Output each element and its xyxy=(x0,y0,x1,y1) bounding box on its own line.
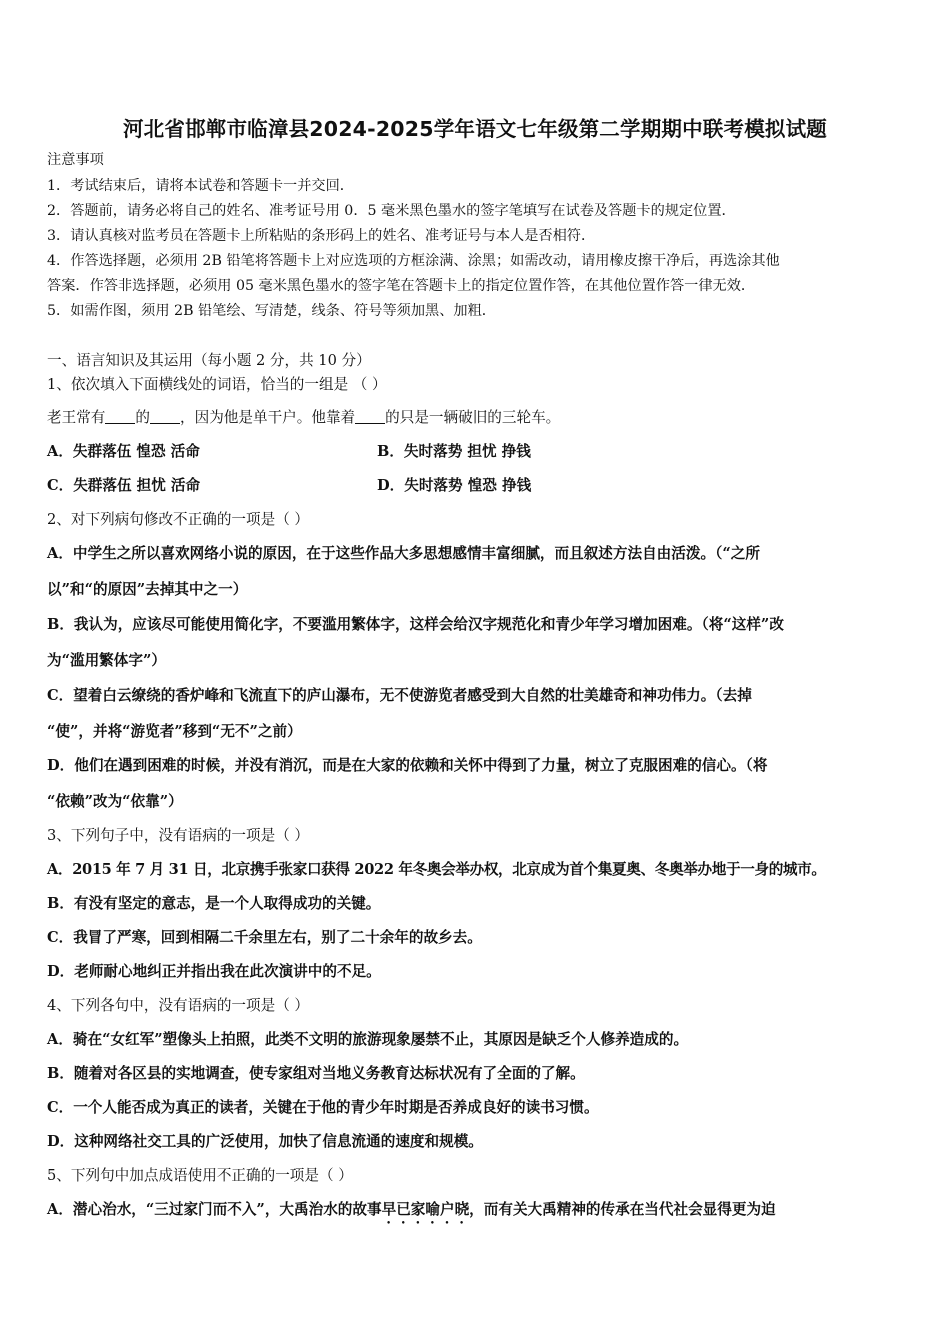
option-a-text: A．潜心治水，“三过家门而不入”，大禹治水的故事 xyxy=(47,1201,382,1218)
question-2-stem: 2、对下列病句修改不正确的一项是（ ） xyxy=(47,511,310,528)
option-d: D．老师耐心地纠正并指出我在此次演讲中的不足。 xyxy=(47,963,381,980)
sentence-part: ，因为他是单干户。他靠着 xyxy=(180,409,356,426)
section-heading: 一、语言知识及其运用（每小题 2 分，共 10 分） xyxy=(47,352,371,369)
option-c: C．失群落伍 担忧 活命 xyxy=(47,477,201,494)
notice-item: 2．答题前，请务必将自己的姓名、准考证号用 0．5 毫米黑色墨水的签字笔填写在试卷及答题卡的规定位置． xyxy=(47,203,736,219)
option-a: A．失群落伍 惶恐 活命 xyxy=(47,443,200,460)
sentence-part: 老王常有 xyxy=(47,409,106,426)
question-5-stem: 5、下列句中加点成语使用不正确的一项是（ ） xyxy=(47,1167,353,1184)
dotted-idiom: 早已家喻户晓 xyxy=(381,1201,470,1218)
option-b: B．有没有坚定的意志，是一个人取得成功的关键。 xyxy=(47,895,381,912)
notice-item: 3．请认真核对监考员在答题卡上所粘贴的条形码上的姓名、准考证号与本人是否相符． xyxy=(47,228,596,244)
option-a xyxy=(47,1200,776,1227)
question-1-sentence xyxy=(47,408,560,428)
sentence-part: 的只是一辆破旧的三轮车。 xyxy=(385,409,561,426)
option-a: A．2015 年 7 月 31 日，北京携手张家口获得 2022 年冬奥会举办权，北京成为首个集夏奥、冬奥举办地于一身的城市。 xyxy=(47,861,826,878)
option-d: D．这种网络社交工具的广泛使用，加快了信息流通的速度和规模。 xyxy=(47,1133,483,1150)
notice-item: 1．考试结束后，请将本试卷和答题卡一并交回． xyxy=(47,178,354,194)
question-3-stem: 3、下列句子中，没有语病的一项是（ ） xyxy=(47,827,310,844)
notice-heading: 注意事项 xyxy=(47,152,104,168)
option-d: D．他们在遇到困难的时候，并没有消沉，而是在大家的依赖和关怀中得到了力量，树立了克服困难的信心。（将 xyxy=(47,757,768,774)
option-d-cont: “依赖”改为“依靠”） xyxy=(47,793,183,810)
option-c-cont: “使”，并将“游览者”移到“无不”之前） xyxy=(47,723,302,740)
option-b: B．我认为，应该尽可能使用简化字，不要滥用繁体字，这样会给汉字规范化和青少年学习增加困难。（将“这样”改 xyxy=(47,616,784,633)
notice-item: 5．如需作图，须用 2B 铅笔绘、写清楚，线条、符号等须加黑、加粗． xyxy=(47,303,496,319)
fill-blank xyxy=(105,409,135,424)
question-1-stem: 1、依次填入下面横线处的词语，恰当的一组是 （ ） xyxy=(47,376,387,393)
option-c: C．我冒了严寒，回到相隔二千余里左右，别了二十余年的故乡去。 xyxy=(47,929,482,946)
sentence-part: 的 xyxy=(135,409,150,426)
notice-item: 答案．作答非选择题，必须用 05 毫米黑色墨水的签字笔在答题卡上的指定位置作答，在其他位置作答一律无效． xyxy=(47,278,756,294)
notice-item: 4．作答选择题，必须用 2B 铅笔将答题卡上对应选项的方框涂满、涂黑；如需改动，请用橡皮擦干净后，再选涂其他 xyxy=(47,253,780,269)
option-a: A．骑在“女红军”塑像头上拍照，此类不文明的旅游现象屡禁不止，其原因是缺乏个人修养造成的。 xyxy=(47,1031,689,1048)
option-c: C．一个人能否成为真正的读者，关键在于他的青少年时期是否养成良好的读书习惯。 xyxy=(47,1099,599,1116)
option-b-cont: 为“滥用繁体字”） xyxy=(47,652,166,669)
option-b: B．失时落势 担忧 挣钱 xyxy=(377,443,531,460)
option-c: C．望着白云缭绕的香炉峰和飞流直下的庐山瀑布，无不使游览者感受到大自然的壮美雄奇和神功伟力。（去掉 xyxy=(47,687,752,704)
option-d: D．失时落势 惶恐 挣钱 xyxy=(377,477,532,494)
question-4-stem: 4、下列各句中，没有语病的一项是（ ） xyxy=(47,997,310,1014)
option-a-text-cont: ，而有关大禹精神的传承在当代社会显得更为迫 xyxy=(469,1201,776,1218)
option-b: B．随着对各区县的实地调查，使专家组对当地义务教育达标状况有了全面的了解。 xyxy=(47,1065,585,1082)
fill-blank xyxy=(355,409,385,424)
fill-blank xyxy=(150,409,180,424)
option-a-cont: 以”和“的原因”去掉其中之一） xyxy=(47,581,248,598)
page-title: 河北省邯郸市临漳县2024-2025学年语文七年级第二学期期中联考模拟试题 xyxy=(122,117,828,141)
option-a: A．中学生之所以喜欢网络小说的原因，在于这些作品大多思想感情丰富细腻，而且叙述方法自由活泼。（“之所 xyxy=(47,545,760,562)
